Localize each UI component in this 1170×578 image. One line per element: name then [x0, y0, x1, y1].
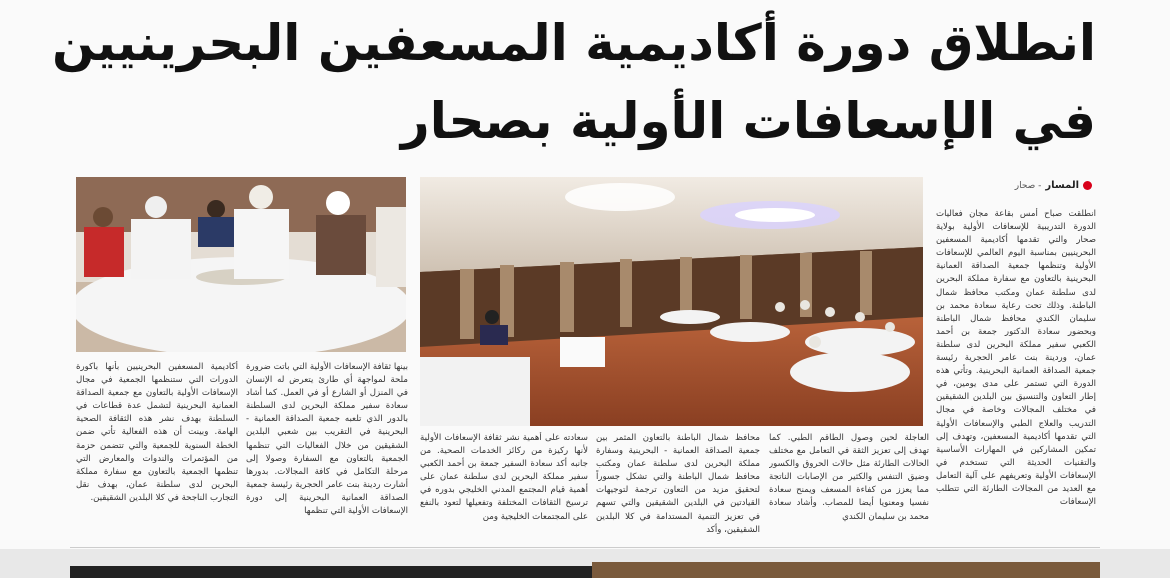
photo-guests-table: [76, 177, 406, 352]
conference-hall-image: [420, 177, 923, 426]
red-dot-icon: [1083, 181, 1092, 190]
headline-line-1: انطلاق دورة أكاديمية المسعفين البحرينيين: [51, 14, 1096, 72]
article-column-2: العاجلة لحين وصول الطاقم الطبي. كما تهدف إلى تعزيز الثقة في التعامل مع مختلف الحالات الطارئة مثل حالات الحروق والكسور وضيق التنفس والكثير من الإصابات الناتجة مما يعزز من كفاءة المسعف ويمنح سعادة نفسيا ومعنويا أيضا للمصاب. وأشاد سعادة محمد بن سليمان الكندي: [769, 433, 929, 522]
article-column-3: محافظ شمال الباطنة بالتعاون المثمر بين جمعية الصداقة العمانية - البحرينية وسفارة مملكة البحرين لدى سلطنة عمان ومكتب محافظ شمال الباطنة والتي تشكل جسوراً لتحقيق مزيد من التعاون ترجمة لتوجيهات القيادتين في البلدين الشقيقين والتي تسهم في تعزيز التنمية المستدامة في كلا البلدين الشقيقين، وأكد: [596, 433, 760, 535]
next-article-photo: [592, 562, 1100, 578]
photo-conference-hall: [420, 177, 923, 426]
guests-table-image: [76, 177, 406, 352]
article-column-4: سعادته على أهمية نشر ثقافة الإسعافات الأولية لأنها ركيزة من ركائز الخدمات الصحية. من جانبه أكد سعادة السفير جمعة بن أحمد الكعبي سفير مملكة البحرين لدى سلطنة عمان على أهمية قيام المجتمع المدني الخليجي بدوره في ترسيخ الثقافات المختلفة وتفعيلها لتعود بالنفع على المجتمعات الخليجية ومن: [420, 433, 588, 522]
byline-location: - صحار: [1014, 180, 1042, 191]
article-column-5: بينها ثقافة الإسعافات الأولية التي باتت ضرورة ملحة لمواجهة أي طارئ يتعرض له الإنسان في المنزل أو الشارع أو في العمل. كما أشاد سعادة سفير مملكة البحرين لدى السلطنة بالدور الذي تلعبه جمعية الصداقة العمانية - البحرينية في التقريب بين شعبي البلدين الشقيقين من خلال الفعاليات التي تنظمها الجمعية بالتعاون مع السفارة وصولا إلى مرحلة التكامل في كافة المجالات. بدورها أشارت ردينة بنت عامر الحجرية رئيسة جمعية الصداقة العمانية البحرينية إلى دورة الإسعافات الأولية التي تنظمها: [246, 362, 408, 517]
article-column-1: انطلقت صباح أمس بقاعة مجان فعاليات الدورة التدريبية للإسعافات الأولية بولاية صحار والتي تقدمها أكاديمية المسعفين البحرينيين بمناسبة اليوم العالمي للإسعافات الأولية وتنظمها جمعية الصداقة العمانية البحرينية بالتعاون مع سفارة مملكة البحرين لدى سلطنة عمان ومكتب محافظ شمال الباطنة. وذلك تحت رعاية سعادة محمد بن سليمان الكندي محافظ شمال الباطنة وبحضور سعادة الدكتور جمعة بن أحمد الكعبي سفير مملكة البحرين لدى سلطنة عمان، وردينة بنت عامر الحجرية رئيسة جمعية الصداقة العمانية البحرينية. وتأتي هذه الدورة التي تستمر على مدى يومين، في إطار التعاون والتنسيق بين البلدين الشقيقين في مختلف المجالات وخاصة في مجال التدريب والعلاج الطبي والإسعافات الأولية التي تقدمها أكاديمية المسعفين، وتهدف إلى تمكين المشاركين في المهارات الأساسية والتقنيات الحديثة التي تستخدم في الإسعافات الأولية وتعريفهم على آلية التعامل مع العديد من المجالات الطارئة التي تتطلب الإسعافات: [936, 209, 1096, 508]
bottom-divider: [70, 547, 1100, 548]
byline: [1015, 180, 1092, 191]
next-article-headline-strip: [70, 566, 630, 578]
headline-line-2: في الإسعافات الأولية بصحار: [400, 92, 1096, 150]
article-column-6: أكاديمية المسعفين البحرينيين بأنها باكورة الدورات التي ستنظمها الجمعية في مجال الإسعافات الأولية بالتعاون مع جمعية الصداقة العمانية البحرينية لتشمل عدة قطاعات في السلطنة بهدف نشر هذه الثقافة الصحية الهامة. وبينت أن هذه الفعالية تأتي ضمن الخطة السنوية للجمعية والتي تتضمن حزمة من المؤتمرات والندوات والمعارض التي تنظمها الجمعية بالتعاون مع سفارة مملكة البحرين لدى سلطنة عمان، بهدف نقل التجارب الناجحة في كلا البلدين الشقيقين.: [76, 362, 238, 503]
byline-source: المسار: [1045, 180, 1079, 191]
